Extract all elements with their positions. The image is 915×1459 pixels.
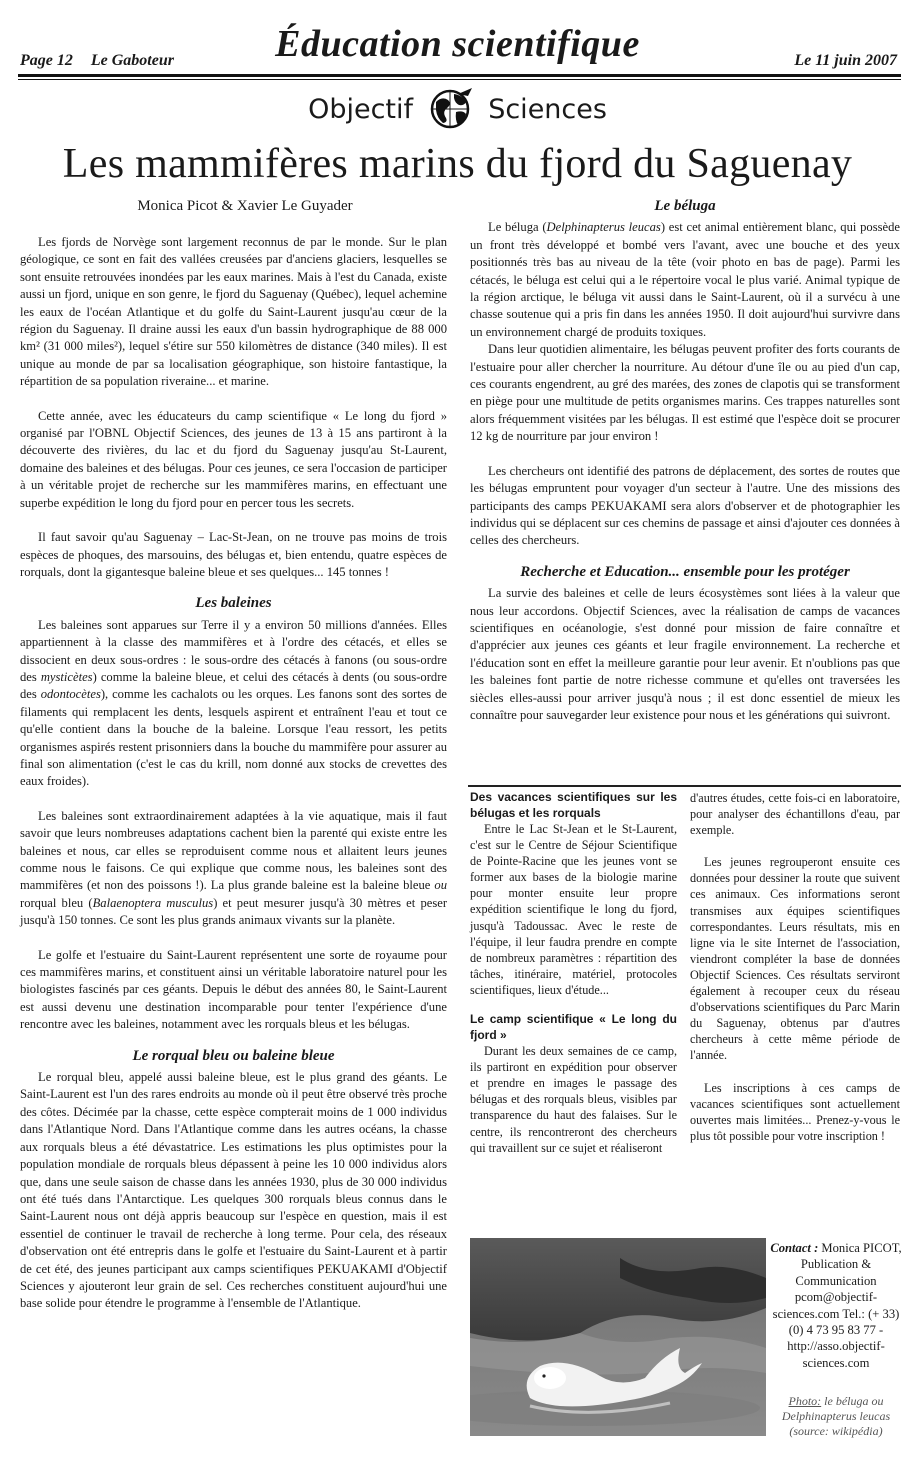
rorqual-paragraph: Le rorqual bleu, appelé aussi baleine bleue, est le plus grand des géants. Le Saint-Laurent est l'un des rares endroits au monde où il peut être observé très proche des côtes. Décimée par la chasse, cette espèce compterait moins de 1 000 individus dans l'Atlantique Nord. Dans l'Atlantique comme dans les autres océans, la chasse aux rorquals bleus a été dévastatrice. Les estimations les plus optimistes pour la population mondiale de rorquals bleus dépassent à peine les 10 000 individus alors que, dans une seule saison de chasse dans les années 1930, plus de 30 000 individus ont été tués dans l'Antarctique. Les quelques 300 rorquals bleus connus dans le Saint-Laurent nous ont déjà appris beaucoup sur l'espèce en question, mais il est essentiel de continuer le travail de recherche à long terme. Pour cela, des réseaux d'observation ont été entrepris dans le golfe et l'estuaire du Saint-Laurent et à partir de cet été, des jeunes participant aux camps scientifiques PEKUAKAMI d'Objectif Sciences y ajouteront leur grain de sel. Ces recherches constituent aujourd'hui une base solide pour étendre le programme à l'ensemble de l'Atlantique. — [20, 1070, 447, 1311]
species-paragraph: Il faut savoir qu'au Saguenay – Lac-St-Jean, on ne trouve pas moins de trois espèces de phoques, des marsouins, des bélugas et, bien entendu, quatre espèces de rorquals, dont la gigantesque baleine bleue et ses quelques... 145 tonnes ! — [20, 530, 447, 579]
intro-paragraph: Les fjords de Norvège sont largement reconnus de par le monde. Sur le plan géologique, ce sont en fait des vallées creusées par d'anciens glaciers, lesquelles se sont ensuite retrouvées inondées par les eaux marines. Mais à l'est du Canada, existe aussi un fjord, unique en son genre, le fjord du Saguenay (Québec), lequel achemine les eaux de l'océan Atlantique et du golfe du Saint-Laurent jusqu'au cœur de la région du Saguenay. Il draine aussi les eaux d'un bassin hydrographique de 88 000 km² (31 000 miles²), lequel s'étire sur 550 kilomètres de distance (340 miles). Il est unique au monde de par sa localisation géographique, son histoire fantastique, la répartition de sa population riveraine... et marine. — [20, 235, 447, 389]
heading-vacances: Des vacances scientifiques sur les bélugas et les rorquals — [470, 790, 677, 820]
routes-paragraph: Les chercheurs ont identifié des patrons de déplacement, des sortes de routes que les bélugas empruntent pour voyager d'un secteur à l'autre. Une des missions des participants des camps PEKUAKAMI sera alors d'observer et de photographier les individus qui se déplacent sur ces chemins de passage et ainsi d'ajouter ces données à celles des chercheurs. — [470, 463, 900, 548]
heading-beluga: Le béluga — [654, 198, 716, 214]
vacances-paragraph: Entre le Lac St-Jean et le St-Laurent, c'est sur le Centre de Séjour Scientifique de Pointe-Racine que les jeunes vont se former aux bases de la biologie marine pour monter ensuite leur propre expédition scientifique le long du fjord, jusqu'à Tadoussac. Avec le reste de l'équipe, il leur faudra prendre en compte de nombreux paramètres : répartition des tâches, itinéraire, matériel, protocoles scientifiques, lieux d'étude... — [470, 822, 677, 997]
etudes-paragraph: d'autres études, cette fois-ci en laboratoire, pour analyser des échantillons d'eau, par exemple. — [690, 791, 900, 838]
heading-baleines: Les baleines — [195, 595, 272, 612]
feeding-paragraph: Dans leur quotidien alimentaire, les bélugas peuvent profiter des forts courants de l'estuaire pour aller chercher la nourriture. Au détour d'une île ou au pied d'un cap, ces courants engendrent, au gré des marées, des zones de clapotis qui se transforment en piège pour une multitude de petits organismes marins. Ces trappes naturelles sont alors fréquemment visitées par les bélugas. Il est estimé que l'espèce doit se procurer 12 kg de nourriture par jour environ ! — [470, 342, 900, 444]
camp-paragraph: Cette année, avec les éducateurs du camp scientifique « Le long du fjord » organisé par l'OBNL Objectif Sciences, des jeunes de 13 à 15 ans partiront à la découverte des rivières, du lac et du fjord du Saguenay jusqu'au St-Laurent, domaine des baleines et des bélugas. Pour ces jeunes, ce sera l'occasion de participer à un véritable projet de recherche sur les mammifères marins, en effectuant une superbe expédition le long du fjord pour en percer tous les secrets. — [20, 408, 447, 510]
article-headline: Les mammifères marins du fjord du Saguenay — [62, 141, 853, 187]
vacances-column — [470, 790, 677, 1156]
inscriptions-paragraph: Les inscriptions à ces camps de vacances scientifiques sont actuellement ouvertes mais limitées... Prenez-y-vous le plus tôt possible pour votre inscription ! — [690, 1080, 900, 1143]
baleines-paragraph: Les baleines sont apparues sur Terre il y a environ 50 millions d'années. Elles appartiennent à la classe des mammifères et à l'ordre des cétacés, et elles se dissocient en deux sous-ordres : le sous-ordre des cétacés à fanons (ou sous-ordre des mysticètes) comme la baleine bleue, et celui des cétacés à dents (ou sous-ordre des odontocètes), comme les cachalots ou les orques. Les fanons sont des sortes de filaments qui remplacent les dents, lesquels aspirent et entraînent l'eau et tout ce qu'elle contient dans la bouche de la baleine. Lorsque l'eau ressort, les petits organismes aspirés restent prisonniers dans la bouche du mammifère pour assurer au final son alimentation (c'est le cas du krill, nom donné aux stocks de crevettes des eaux froides). — [20, 617, 447, 789]
photo-caption: Photo: le béluga ou Delphinapterus leucas (source: wikipédia) — [781, 1394, 891, 1438]
objectif-sciences-logo — [0, 86, 915, 136]
heading-rorqual: Le rorqual bleu ou baleine bleue — [132, 1047, 335, 1064]
article-byline: Monica Picot & Xavier Le Guyader — [137, 198, 353, 214]
issue-date: Le 11 juin 2007 — [794, 52, 897, 69]
newspaper-name: Le Gaboteur — [90, 52, 174, 69]
left-column — [20, 234, 447, 1313]
heading-camp: Le camp scientifique « Le long du fjord » — [470, 1012, 677, 1042]
logo-word-left: Objectif — [308, 93, 414, 125]
contact-label: Contact : — [770, 1241, 819, 1255]
section-title: Éducation scientifique — [275, 23, 640, 65]
resultats-paragraph: Les jeunes regrouperont ensuite ces données pour dessiner la route que suivent ces animaux. Ces informations seront transmises aux équipes scientifiques correspondantes. Leurs résultats, mis en ligne via le site Internet de l'association, viendront compléter la base de données Objectif Sciences. Ces résultats serviront également à recouper ceux du réseau d'observations scientifiques du Parc Marin du Saguenay, obtenus par d'autres chercheurs à cette même période de l'année. — [690, 855, 900, 1063]
right-column — [470, 198, 900, 724]
results-column — [690, 790, 900, 1144]
page-number: Page 12 — [20, 52, 73, 69]
header-rule-thick — [18, 74, 901, 77]
header-rule-thin — [18, 79, 901, 80]
golfe-paragraph: Le golfe et l'estuaire du Saint-Laurent représentent une sorte de royaume pour ces mammifères marins, et constituent ainsi un véritable laboratoire naturel pour les biologistes fascinés par ces géants. Depuis le début des années 80, le Saint-Laurent est aussi devenu une destination incomparable pour tenter l'expérience d'une rencontre avec les baleines, notamment avec les rorquals bleus et les bélugas. — [20, 947, 447, 1032]
adaptation-paragraph: Les baleines sont extraordinairement adaptées à la vie aquatique, mais il faut savoir que leurs nombreuses adaptations cachent bien la parenté qui existe entre les baleines et nous, car elles se reproduisent comme nous et allaitent leurs jeunes comme nous le faisons. Ce qui explique que comme nous, les baleines sont des mammifères (et non des poissons !). La plus grande baleine est la baleine bleue ou rorqual bleu (Balaenoptera musculus) et peut mesurer jusqu'à 30 mètres et peser jusqu'à 150 tonnes. Ce sont les plus grands animaux vivants sur la planète. — [20, 808, 448, 928]
heading-recherche: Recherche et Education... ensemble pour les protéger — [520, 563, 850, 580]
box-top-rule — [468, 785, 901, 787]
globe-icon — [428, 86, 474, 132]
logo-word-right: Sciences — [488, 93, 607, 125]
camp-detail-paragraph: Durant les deux semaines de ce camp, ils partiront en expédition pour observer et prendre en images le passage des bélugas et des rorquals bleus, visibles par transparence du haut des falaises. Sur le centre, ils rencontreront des chercheurs qui travaillent sur ce sujet et réaliseront — [470, 1044, 677, 1155]
recherche-paragraph: La survie des baleines et celle de leurs écosystèmes sont liées à la valeur que nous leur accordons. Objectif Sciences, avec la réalisation de camps de vacances scientifiques en océanologie, s'est donné pour mission de faire connaître et d'apprécier aux jeunes ces géants et leur fragile environnement. La recherche et l'éducation sont en effet la meilleure garantie pour leur avenir. Et n'oublions pas que les baleines font partie de notre richesse commune et qu'elles ont traversées les siècles elles-aussi pour arriver jusqu'à nous ; il est donc essentiel de mieux les connaître pour sauvegarder leur existence pour nous et les générations qui suivront. — [470, 586, 900, 722]
contact-details: Monica PICOT, Publication & Communication pcom@objectif-sciences.com Tel.: (+ 33) (0) 4 73 95 83 77 - http://asso.objectif-sciences.com — [772, 1241, 902, 1370]
beluga-photo — [470, 1238, 766, 1436]
contact-block — [770, 1240, 902, 1371]
beluga-paragraph: Le béluga (Delphinapterus leucas) est cet animal entièrement blanc, qui possède un front très développé et bombé vers l'avant, avec une bouche et des yeux positionnés très bas au niveau de la tête (voir photo en bas de page). Parmi les cétacés, le béluga est celui qui a le répertoire vocal le plus varié. Animal typique de la région arctique, le béluga vit aussi dans le Saint-Laurent, où il a survécu à une chasse soutenue qui a pris fin dans les années 1950. Il doit aujourd'hui survivre dans un environnement chargé de produits toxiques. — [470, 220, 901, 339]
